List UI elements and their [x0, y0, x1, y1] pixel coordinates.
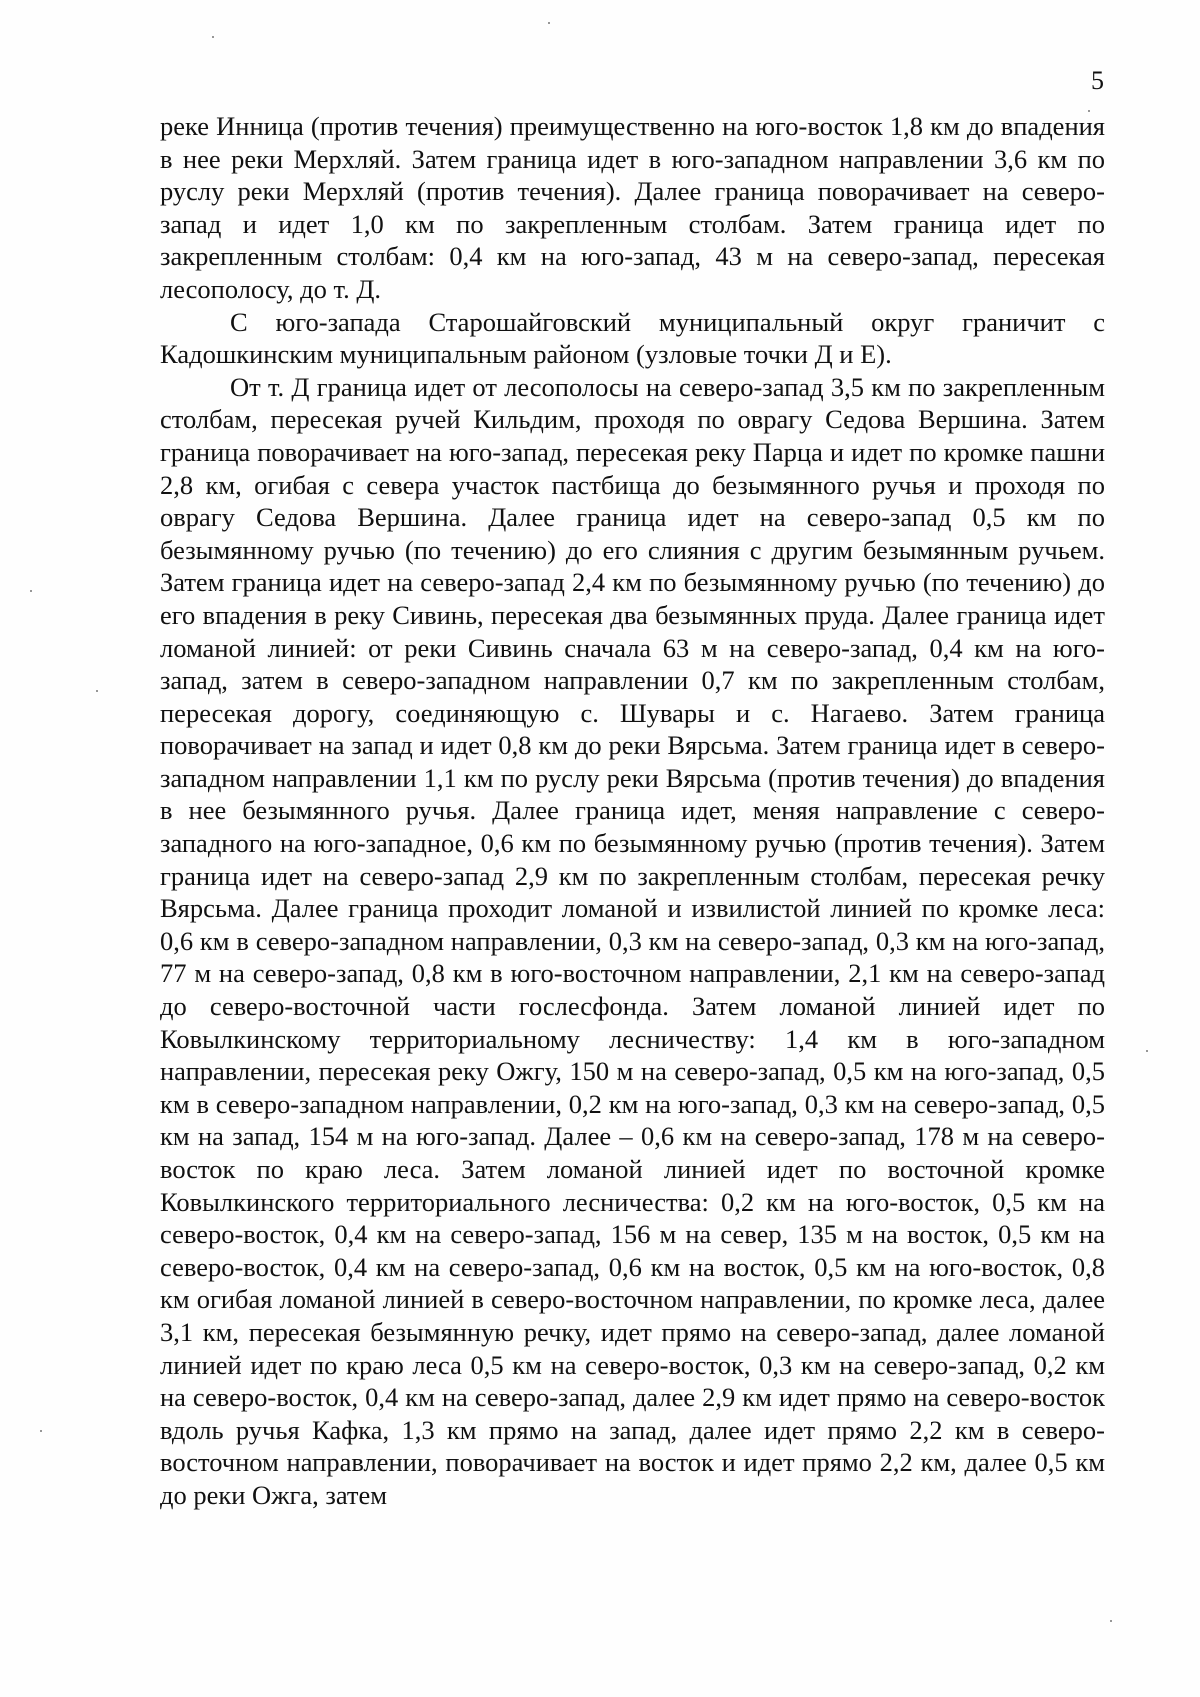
scan-speck: [30, 590, 32, 592]
scan-speck: [212, 36, 214, 38]
paragraph-southwest-border: С юго-запада Старошайговский муниципальный округ граничит с Кадошкинским муниципальным районом (узловые точки Д и Е).: [160, 306, 1105, 370]
page-number: 5: [1091, 66, 1104, 95]
scan-speck: [40, 1430, 42, 1432]
scan-speck: [1110, 1620, 1112, 1622]
paragraph-continuation: реке Инница (против течения) преимущественно на юго-восток 1,8 км до впадения в нее реки Мерхляй. Затем граница идет в юго-западном направлении 3,6 км по руслу реки Мерхляй (против течения). Далее граница поворачивает на северо-запад и идет 1,0 км по закрепленным столбам. Затем граница идет по закрепленным столбам: 0,4 км на юго-запад, 43 м на северо-запад, пересекая лесополосу, до т. Д.: [160, 111, 1105, 304]
scan-speck: [96, 690, 98, 692]
paragraph-border-description: От т. Д граница идет от лесополосы на северо-запад 3,5 км по закрепленным столбам, пересекая ручей Кильдим, проходя по оврагу Седова Вершина. Затем граница поворачивает на юго-запад, пересекая реку Парца и идет по кромке пашни 2,8 км, огибая с севера участок пастбища до безымянного ручья и проходя по оврагу Седова Вершина. Далее граница идет на северо-запад 0,5 км по безымянному ручью (по течению) до его слияния с другим безымянным ручьем. Затем граница идет на северо-запад 2,4 км по безымянному ручью (по течению) до его впадения в реку Сивинь, пересекая два безымянных пруда. Далее граница идет ломаной линией: от реки Сивинь сначала 63 м на северо-запад, 0,4 км на юго-запад, затем в северо-западном направлении 0,7 км по закрепленным столбам, пересекая дорогу, соединяющую с. Шувары и с. Нагаево. Затем граница поворачивает на запад и идет 0,8 км до реки Вярсьма. Затем граница идет в северо-западном направлении 1,1 км по руслу реки Вярсьма (против течения) до впадения в нее безымянного ручья. Далее граница идет, меняя направление с северо-западного на юго-западное, 0,6 км по безымянному ручью (против течения). Затем граница идет на северо-запад 2,9 км по закрепленным столбам, пересекая речку Вярсьма. Далее граница проходит ломаной и извилистой линией по кромке леса: 0,6 км в северо-западном направлении, 0,3 км на северо-запад, 0,3 км на юго-запад, 77 м на северо-запад, 0,8 км в юго-восточном направлении, 2,1 км на северо-запад до северо-восточной части гослесфонда. Затем ломаной линией идет по Ковылкинскому территориальному лесничеству: 1,4 км в юго-западном направлении, пересекая реку Ожгу, 150 м на северо-запад, 0,5 км на юго-запад, 0,5 км в северо-западном направлении, 0,2 км на юго-запад, 0,3 км на северо-запад, 0,5 км на запад, 154 м на юго-запад. Далее – 0,6 км на северо-запад, 178 м на северо-восток по краю леса. Затем ломаной линией идет по восточной кромке Ковылкинского территориального лесничества: 0,2 км на юго-восток, 0,5 км на северо-восток, 0,4 км на северо-запад, 156 м на север, 135 м на восток, 0,5 км на северо-восток, 0,4 км на северо-запад, 0,6 км на восток, 0,5 км на юго-восток, 0,8 км огибая ломаной линией в северо-восточном направлении, по кромке леса, далее 3,1 км, пересекая безымянную речку, идет прямо на северо-запад, далее ломаной линией идет по краю леса 0,5 км на северо-восток, 0,3 км на северо-запад, 0,2 км на северо-восток, 0,4 км на северо-запад, далее 2,9 км идет прямо на северо-восток вдоль ручья Кафка, 1,3 км прямо на запад, далее идет прямо 2,2 км в северо-восточном направлении, поворачивает на восток и идет прямо 2,2 км, далее 0,5 км до реки Ожга, затем: [160, 371, 1105, 1510]
scan-speck: [1146, 1050, 1148, 1052]
document-body: [160, 110, 1105, 1512]
scan-speck: [548, 22, 550, 24]
